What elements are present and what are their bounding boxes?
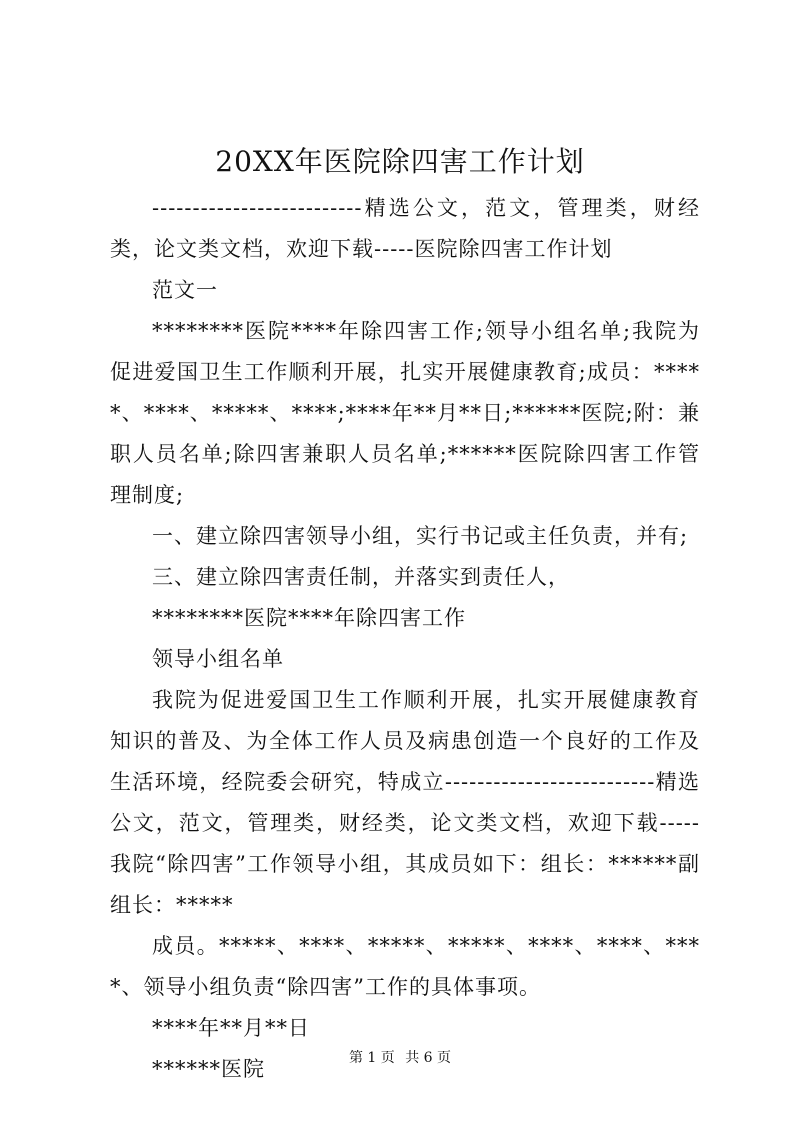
document-paragraph: ****年**月**日 (152, 1016, 310, 1040)
document-paragraph: --------------------------精选公文，范文，管理类，财经类，论文类文档，欢迎下载-----医院除四害工作计划 (110, 196, 700, 261)
document-paragraph: ********医院****年除四害工作 (152, 606, 466, 630)
document-paragraph: 范文一 (152, 278, 218, 302)
document-paragraph: 三、建立除四害责任制，并落实到责任人， (152, 565, 570, 589)
document-paragraph: ******医院 (152, 1057, 265, 1081)
document-paragraph: 一、建立除四害领导小组，实行书记或主任负责，并有; (152, 524, 689, 548)
document-title: 20XX年医院除四害工作计划 (215, 145, 585, 178)
page-total: 共 6 页 (405, 1050, 452, 1066)
document-paragraph: 成员。*****、****、*****、*****、****、****、****、领导小组负责“除四害”工作的具体事项。 (110, 934, 700, 999)
document-paragraph: 我院为促进爱国卫生工作顺利开展，扎实开展健康教育知识的普及、为全体工作人员及病患创造一个良好的工作及生活环境，经院委会研究，特成立--------------------------精选公文，范文，管理类，财经类，论文类文档，欢迎下载-----我院“除四害”工作领导小组，其成员如下：组长：******副组长：***** (110, 688, 700, 917)
page-number: 第 1 页 (348, 1050, 395, 1066)
document-paragraph: 领导小组名单 (152, 647, 284, 671)
page-footer (0, 1048, 800, 1068)
document-body (110, 188, 700, 1090)
document-paragraph: ********医院****年除四害工作;领导小组名单;我院为促进爱国卫生工作顺利开展，扎实开展健康教育;成员：*****、****、*****、****;****年**月**日;******医院;附：兼职人员名单;除四害兼职人员名单;******医院除四害工作管理制度; (110, 319, 700, 507)
